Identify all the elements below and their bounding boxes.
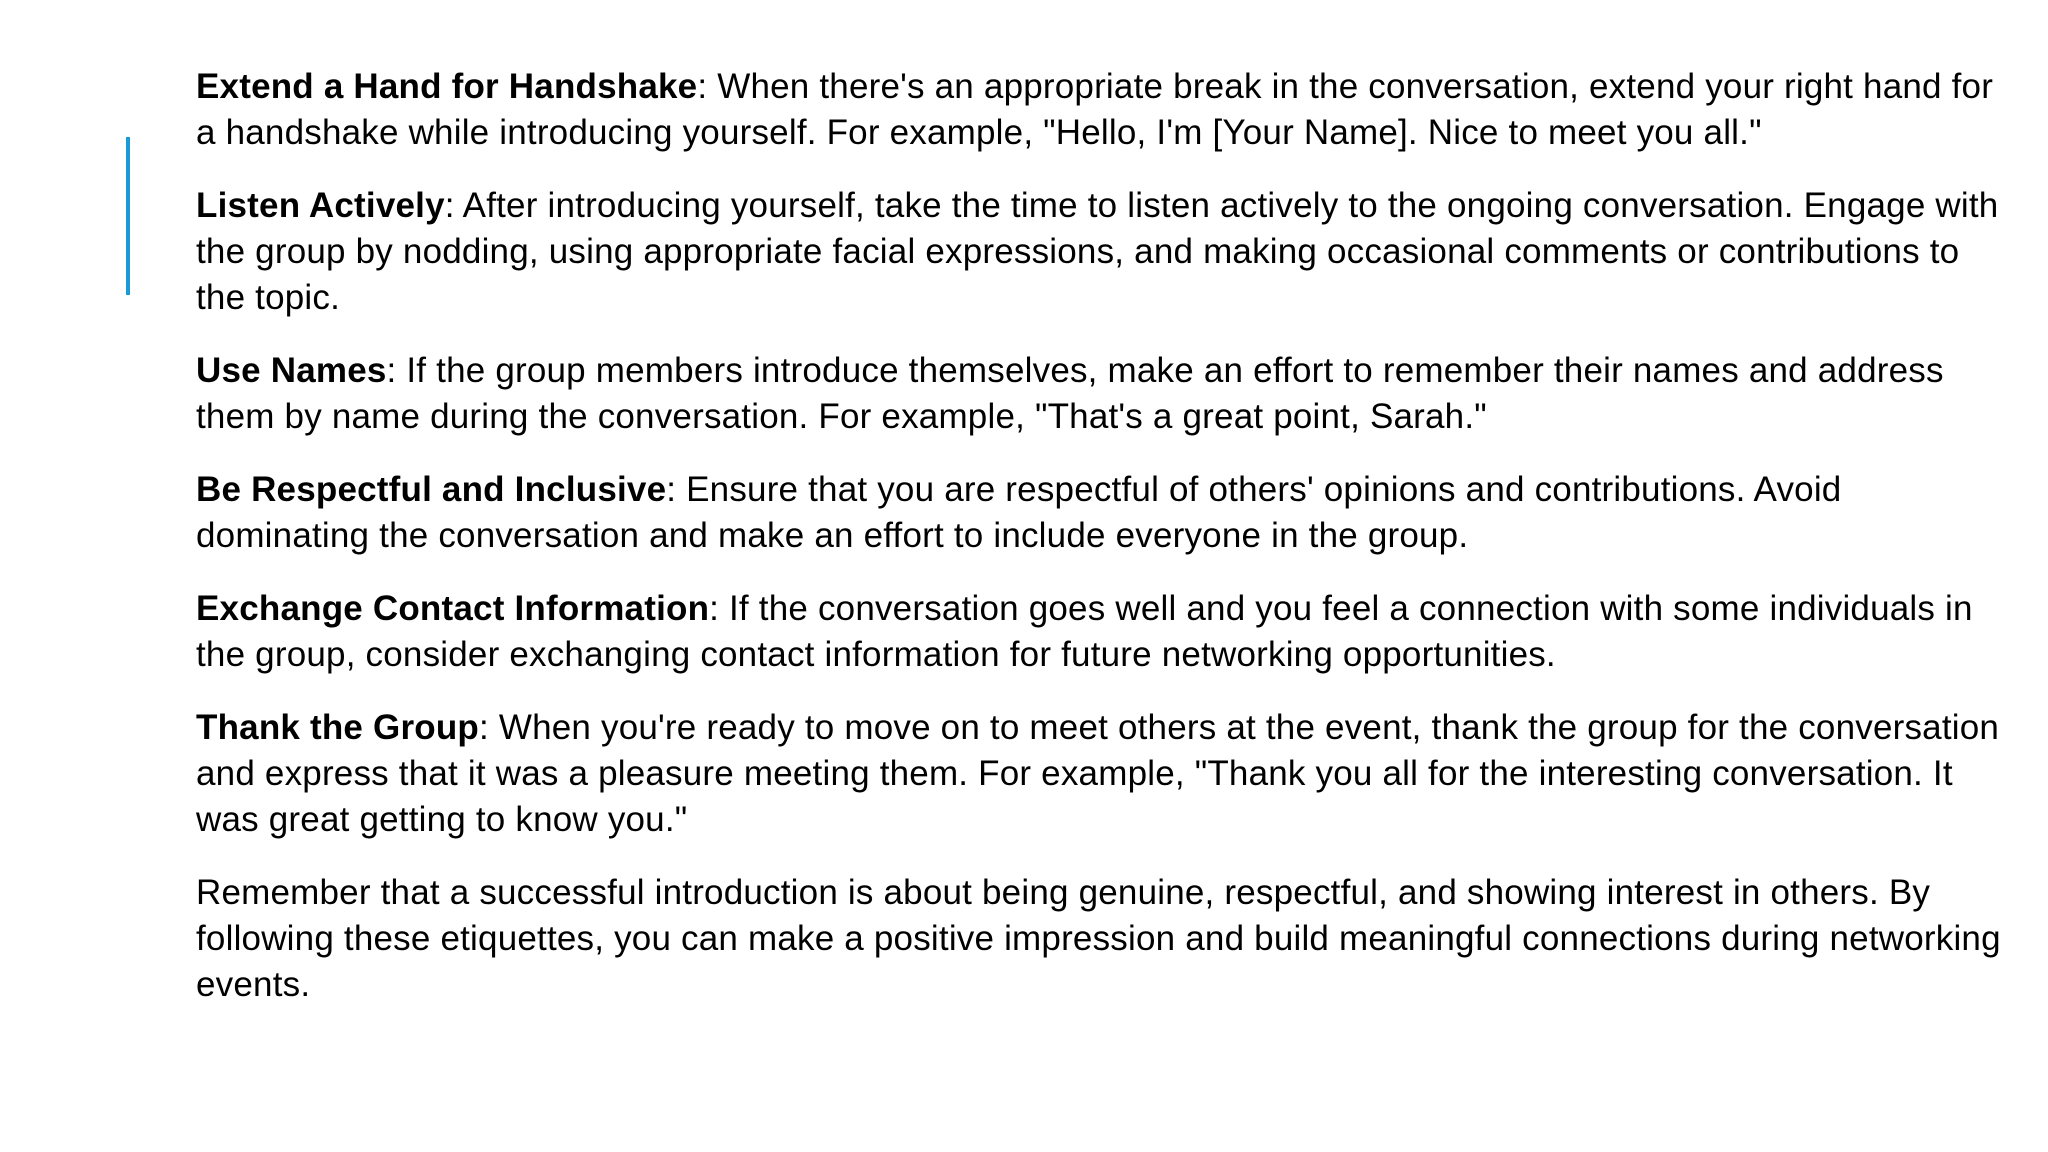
tip-listen-actively — [196, 183, 2006, 321]
tip-text: : Ensure that you are respectful of others' opinions and contributions. Avoid dominating the conversation and make an effort to include everyone in the group. — [196, 470, 1842, 555]
tip-term: Exchange Contact Information — [196, 589, 710, 628]
tip-text: : When you're ready to move on to meet others at the event, thank the group for the conversation and express that it was a pleasure meeting them. For example, "Thank you all for the interesting conversation. It was great getting to know you." — [196, 708, 2000, 839]
tip-term: Listen Actively — [196, 186, 445, 225]
tip-text: : After introducing yourself, take the time to listen actively to the ongoing conversation. Engage with the group by nodding, using appropriate facial expressions, and making occasional comments or contributions to the topic. — [196, 186, 1999, 317]
tip-term: Use Names — [196, 351, 387, 390]
tip-respectful — [196, 467, 2006, 559]
accent-bar — [126, 137, 130, 295]
tip-term: Extend a Hand for Handshake — [196, 67, 698, 106]
tip-term: Thank the Group — [196, 708, 479, 747]
tip-text: : When there's an appropriate break in the conversation, extend your right hand for a handshake while introducing yourself. For example, "Hello, I'm [Your Name]. Nice to meet you all." — [196, 67, 1994, 152]
tip-handshake — [196, 64, 2006, 156]
closing-paragraph: Remember that a successful introduction is about being genuine, respectful, and showing interest in others. By following these etiquettes, you can make a positive impression and build meaningful connections during networking events. — [196, 873, 2001, 1004]
tip-term: Be Respectful and Inclusive — [196, 470, 667, 509]
tip-exchange-contact — [196, 586, 2006, 678]
tip-use-names — [196, 348, 2006, 440]
tip-thank-group — [196, 705, 2006, 843]
tip-text: : If the group members introduce themselves, make an effort to remember their names and address them by name during the conversation. For example, "That's a great point, Sarah." — [196, 351, 1944, 436]
slide-body — [196, 64, 2006, 1035]
tip-text: : If the conversation goes well and you feel a connection with some individuals in the group, consider exchanging contact information for future networking opportunities. — [196, 589, 1973, 674]
